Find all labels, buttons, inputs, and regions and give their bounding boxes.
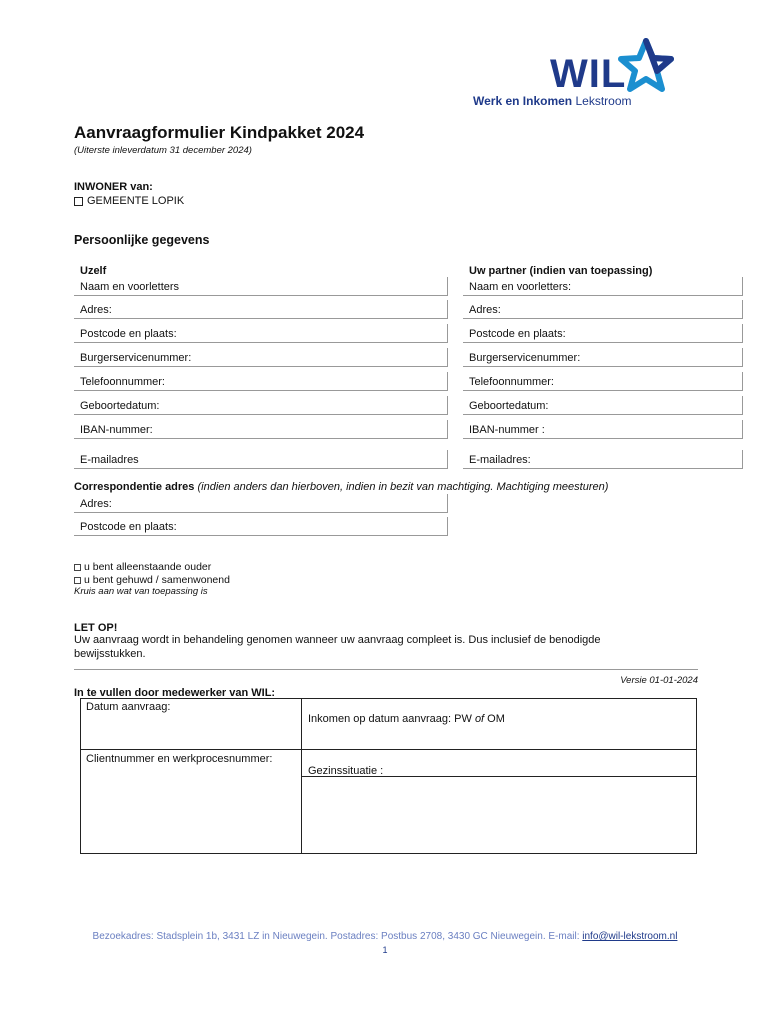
form-field-label: Adres: — [80, 304, 112, 316]
footer-email-link[interactable]: info@wil-lekstroom.nl — [582, 931, 678, 942]
form-field-label: IBAN-nummer: — [80, 424, 153, 436]
personal-heading: Persoonlijke gegevens — [74, 233, 210, 247]
notice-line-1: Uw aanvraag wordt in behandeling genomen wanneer uw aanvraag compleet is. Dus inclusief de benodigde — [74, 634, 601, 646]
wil-logo — [470, 34, 680, 114]
form-field-label: Telefoonnummer: — [469, 376, 554, 388]
form-field-label: E-mailadres — [80, 454, 139, 466]
form-field-label: E-mailadres: — [469, 454, 531, 466]
version-label: Versie 01-01-2024 — [620, 675, 698, 686]
form-field-label: Postcode en plaats: — [469, 328, 566, 340]
checkbox-icon[interactable] — [74, 564, 81, 571]
checkbox-icon[interactable] — [74, 197, 83, 206]
form-field[interactable] — [74, 420, 448, 439]
footer-address: Bezoekadres: Stadsplein 1b, 3431 LZ in Nieuwegein. Postadres: Postbus 2708, 3430 GC Nieuwegein. E-mail: info@wil-lekstroom.nl — [92, 931, 678, 942]
logo-subtitle: Werk en Inkomen Lekstroom — [473, 94, 632, 108]
staff-table-left-rule — [80, 749, 302, 750]
right-column-heading: Uw partner (indien van toepassing) — [469, 265, 653, 277]
form-field[interactable] — [74, 348, 448, 367]
form-field[interactable] — [74, 300, 448, 319]
form-field-label: Geboortedatum: — [80, 400, 160, 412]
status-hint: Kruis aan wat van toepassing is — [74, 586, 208, 597]
form-field[interactable] — [463, 372, 743, 391]
page-title: Aanvraagformulier Kindpakket 2024 — [74, 123, 365, 142]
form-field[interactable] — [463, 348, 743, 367]
form-field[interactable] — [74, 494, 448, 513]
gezinssituatie-label: Gezinssituatie : — [308, 765, 384, 777]
form-field[interactable] — [74, 277, 448, 296]
form-field-label: Burgerservicenummer: — [80, 352, 192, 364]
divider — [74, 669, 698, 670]
form-field-label: IBAN-nummer : — [469, 424, 545, 436]
notice-line-2: bewijsstukken. — [74, 648, 146, 660]
form-field-label: Naam en voorletters: — [469, 281, 572, 293]
form-field-label: Postcode en plaats: — [80, 328, 177, 340]
inkomen-label: Inkomen op datum aanvraag: PW of OM — [308, 713, 505, 725]
clientnummer-label: Clientnummer en werkprocesnummer: — [86, 753, 273, 765]
form-field-label: Burgerservicenummer: — [469, 352, 581, 364]
form-field-label: Telefoonnummer: — [80, 376, 165, 388]
notice-heading: LET OP! — [74, 622, 118, 634]
left-column-heading: Uzelf — [80, 265, 107, 277]
form-field[interactable] — [463, 420, 743, 439]
form-field[interactable] — [463, 450, 743, 469]
form-field-label: Adres: — [469, 304, 501, 316]
status-option-single[interactable] — [74, 561, 211, 573]
form-field-label: Adres: — [80, 498, 112, 510]
correspondence-heading: Correspondentie adres (indien anders dan hierboven, indien in bezit van machtiging. Machtiging meesturen) — [74, 481, 609, 493]
form-field[interactable] — [463, 277, 743, 296]
logo-wordmark: WIL — [550, 52, 627, 96]
staff-table-right-rule-1 — [301, 749, 696, 750]
status-option-single-label: u bent alleenstaande ouder — [84, 561, 212, 573]
gemeente-option[interactable] — [74, 195, 184, 207]
form-field-label: Naam en voorletters — [80, 281, 180, 293]
star-icon — [618, 38, 674, 94]
page-number: 1 — [382, 945, 388, 955]
status-option-married[interactable] — [74, 574, 230, 586]
inwoner-label: INWONER van: — [74, 181, 153, 193]
datum-aanvraag-label: Datum aanvraag: — [86, 701, 171, 713]
page-subtitle: (Uiterste inleverdatum 31 december 2024) — [74, 145, 252, 156]
form-field[interactable] — [463, 324, 743, 343]
staff-heading: In te vullen door medewerker van WIL: — [74, 687, 276, 699]
form-field[interactable] — [74, 372, 448, 391]
checkbox-icon[interactable] — [74, 577, 81, 584]
form-field-label: Geboortedatum: — [469, 400, 549, 412]
form-field[interactable] — [74, 450, 448, 469]
form-field[interactable] — [463, 300, 743, 319]
form-field[interactable] — [463, 396, 743, 415]
form-field[interactable] — [74, 324, 448, 343]
form-field[interactable] — [74, 517, 448, 536]
form-field-label: Postcode en plaats: — [80, 521, 177, 533]
status-option-married-label: u bent gehuwd / samenwonend — [84, 574, 230, 586]
gemeente-label: GEMEENTE LOPIK — [87, 195, 185, 207]
form-field[interactable] — [74, 396, 448, 415]
